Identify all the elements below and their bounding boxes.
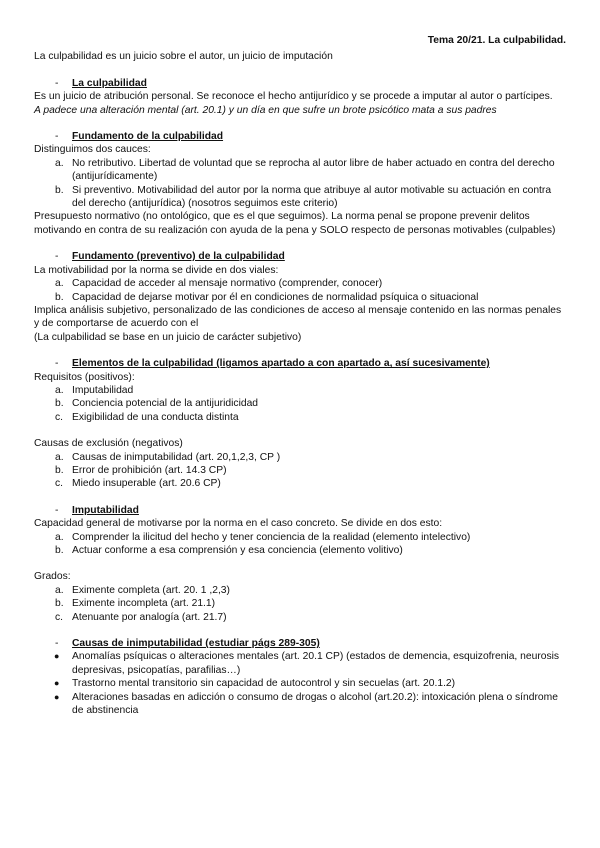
- list-marker: b.: [55, 184, 64, 196]
- list-marker: b.: [55, 545, 64, 556]
- list-item: [34, 544, 566, 557]
- list-item: [34, 384, 566, 397]
- list-marker: c.: [55, 411, 64, 423]
- section-heading: [34, 357, 566, 370]
- section-heading: [34, 130, 566, 143]
- section-heading: [34, 504, 566, 517]
- list-item-text: Trastorno mental transitorio sin capacidad de autocontrol y sin secuelas (art. 20.1.2): [72, 678, 456, 690]
- list-item: [34, 277, 566, 290]
- paragraph: Implica análisis subjetivo, personalizado de las condiciones de acceso al mensaje contenido en las normas penales y de comportarse de acuerdo con el: [34, 304, 562, 330]
- list: [34, 451, 566, 491]
- list-item-text: Error de prohibición (art. 14.3 CP): [72, 464, 227, 476]
- list-item-text: Alteraciones basadas en adicción o consumo de drogas o alcohol (art.20.2): intoxicación plena o síndrome de abstinencia: [72, 691, 558, 717]
- example-text: A padece una alteración mental (art. 20.1) y un día en que sufre un brote psicótico mata a sus padres: [34, 104, 497, 116]
- paragraph: Distinguimos dos cauces:: [34, 144, 151, 156]
- list: [34, 584, 566, 624]
- list-item: [34, 531, 566, 544]
- list-marker: a.: [55, 384, 64, 396]
- list-item: [34, 451, 566, 464]
- list-item-text: Eximente incompleta (art. 21.1): [72, 598, 216, 610]
- list: [34, 277, 566, 304]
- paragraph: La motivabilidad por la norma se divide en dos viales:: [34, 264, 279, 276]
- list-marker: a.: [55, 531, 64, 543]
- list-marker: b.: [55, 398, 64, 410]
- list-item: [34, 477, 566, 490]
- section-title: Fundamento de la culpabilidad: [72, 131, 224, 143]
- paragraph: Presupuesto normativo (no ontológico, que es el que seguimos). La norma penal se propone prevenir delitos motivando en contra de su realización con ayuda de la pena y SOLO respecto de personas motivables (culpables): [34, 211, 556, 236]
- paragraph: Es un juicio de atribución personal. Se reconoce el hecho antijurídico y se procede a imputar al autor o partícipes.: [34, 91, 553, 103]
- list-item-text: Anomalías psíquicas o alteraciones mentales (art. 20.1 CP) (estados de demencia, esquizofrenia, neurosis depresivas, psicopatías, parafilias…): [72, 651, 560, 676]
- paragraph: Capacidad general de motivarse por la norma en el caso concreto. Se divide en dos esto:: [34, 518, 443, 530]
- list-item: [34, 584, 566, 597]
- section-title: Causas de inimputabilidad (estudiar págs 289-305): [72, 638, 320, 650]
- list: [34, 384, 566, 424]
- list-item-text: Si preventivo. Motivabilidad del autor por la norma que atribuye al autor motivable su actuación en contra del derecho (antijurídica) (nosotros seguimos este criterio): [72, 184, 552, 210]
- document-title: Tema 20/21. La culpabilidad.: [427, 35, 566, 46]
- section-heading: [34, 637, 566, 650]
- list-marker: a.: [55, 584, 64, 596]
- paragraph: (La culpabilidad se base en un juicio de carácter subjetivo): [34, 331, 302, 343]
- list-item: [34, 677, 566, 690]
- list-item-text: Capacidad de acceder al mensaje normativo (comprender, conocer): [72, 278, 383, 290]
- list-item: [34, 611, 566, 624]
- list-marker: c.: [55, 611, 64, 623]
- list-marker: b.: [55, 598, 64, 610]
- list-item: [34, 291, 566, 304]
- list-item-text: Miedo insuperable (art. 20.6 CP): [72, 478, 221, 490]
- paragraph: Grados:: [34, 571, 71, 583]
- section-title: Fundamento (preventivo) de la culpabilidad: [72, 251, 285, 263]
- list: [34, 157, 566, 211]
- list-marker: b.: [55, 291, 64, 303]
- dash-marker: -: [55, 77, 59, 89]
- list-item-text: Eximente completa (art. 20. 1 ,2,3): [72, 584, 230, 596]
- paragraph: Causas de exclusión (negativos): [34, 438, 183, 450]
- list-marker: a.: [55, 157, 64, 169]
- list-marker: a.: [55, 451, 64, 463]
- dash-marker: -: [55, 251, 59, 263]
- section-heading: [34, 77, 566, 90]
- dash-marker: -: [55, 504, 59, 516]
- list-item-text: Exigibilidad de una conducta distinta: [72, 411, 239, 423]
- list-item: [34, 650, 566, 677]
- list-item: [34, 597, 566, 610]
- list-item-text: Actuar conforme a esa comprensión y esa conciencia (elemento volitivo): [72, 545, 403, 556]
- bullet-list: [34, 650, 566, 717]
- list-item: [34, 157, 566, 184]
- paragraph: Requisitos (positivos):: [34, 371, 135, 383]
- list-item: [34, 184, 566, 211]
- list-item-text: Comprender la ilicitud del hecho y tener conciencia de la realidad (elemento intelectivo): [72, 531, 471, 543]
- list-marker: b.: [55, 464, 64, 476]
- list-item-text: Atenuante por analogía (art. 21.7): [72, 611, 227, 623]
- list-marker: a.: [55, 278, 64, 290]
- document-page: [34, 34, 566, 717]
- list: [34, 531, 566, 558]
- list-item-text: Causas de inimputabilidad (art. 20,1,2,3, CP ): [72, 451, 281, 463]
- list-marker: c.: [55, 478, 64, 490]
- dash-marker: -: [55, 358, 59, 370]
- bullet-icon: ●: [54, 678, 60, 689]
- section-heading: [34, 250, 566, 263]
- intro-text: La culpabilidad es un juicio sobre el autor, un juicio de imputación: [34, 51, 333, 63]
- list-item-text: Imputabilidad: [72, 384, 134, 396]
- dash-marker: -: [55, 638, 59, 650]
- list-item: [34, 411, 566, 424]
- list-item: [34, 691, 566, 718]
- list-item-text: Conciencia potencial de la antijuridicidad: [72, 398, 259, 410]
- section-title: La culpabilidad: [72, 77, 147, 89]
- list-item: [34, 397, 566, 410]
- list-item-text: No retributivo. Libertad de voluntad que se reprocha al autor libre de haber actuado en contra del derecho (antijurídicamente): [72, 157, 555, 183]
- list-item: [34, 464, 566, 477]
- section-title: Elementos de la culpabilidad (ligamos apartado a con apartado a, así sucesivamente): [72, 358, 490, 370]
- list-item-text: Capacidad de dejarse motivar por él en condiciones de normalidad psíquica o situacional: [72, 291, 479, 303]
- bullet-icon: ●: [54, 691, 60, 702]
- bullet-icon: ●: [54, 651, 60, 662]
- dash-marker: -: [55, 131, 59, 143]
- section-title: Imputabilidad: [72, 504, 139, 516]
